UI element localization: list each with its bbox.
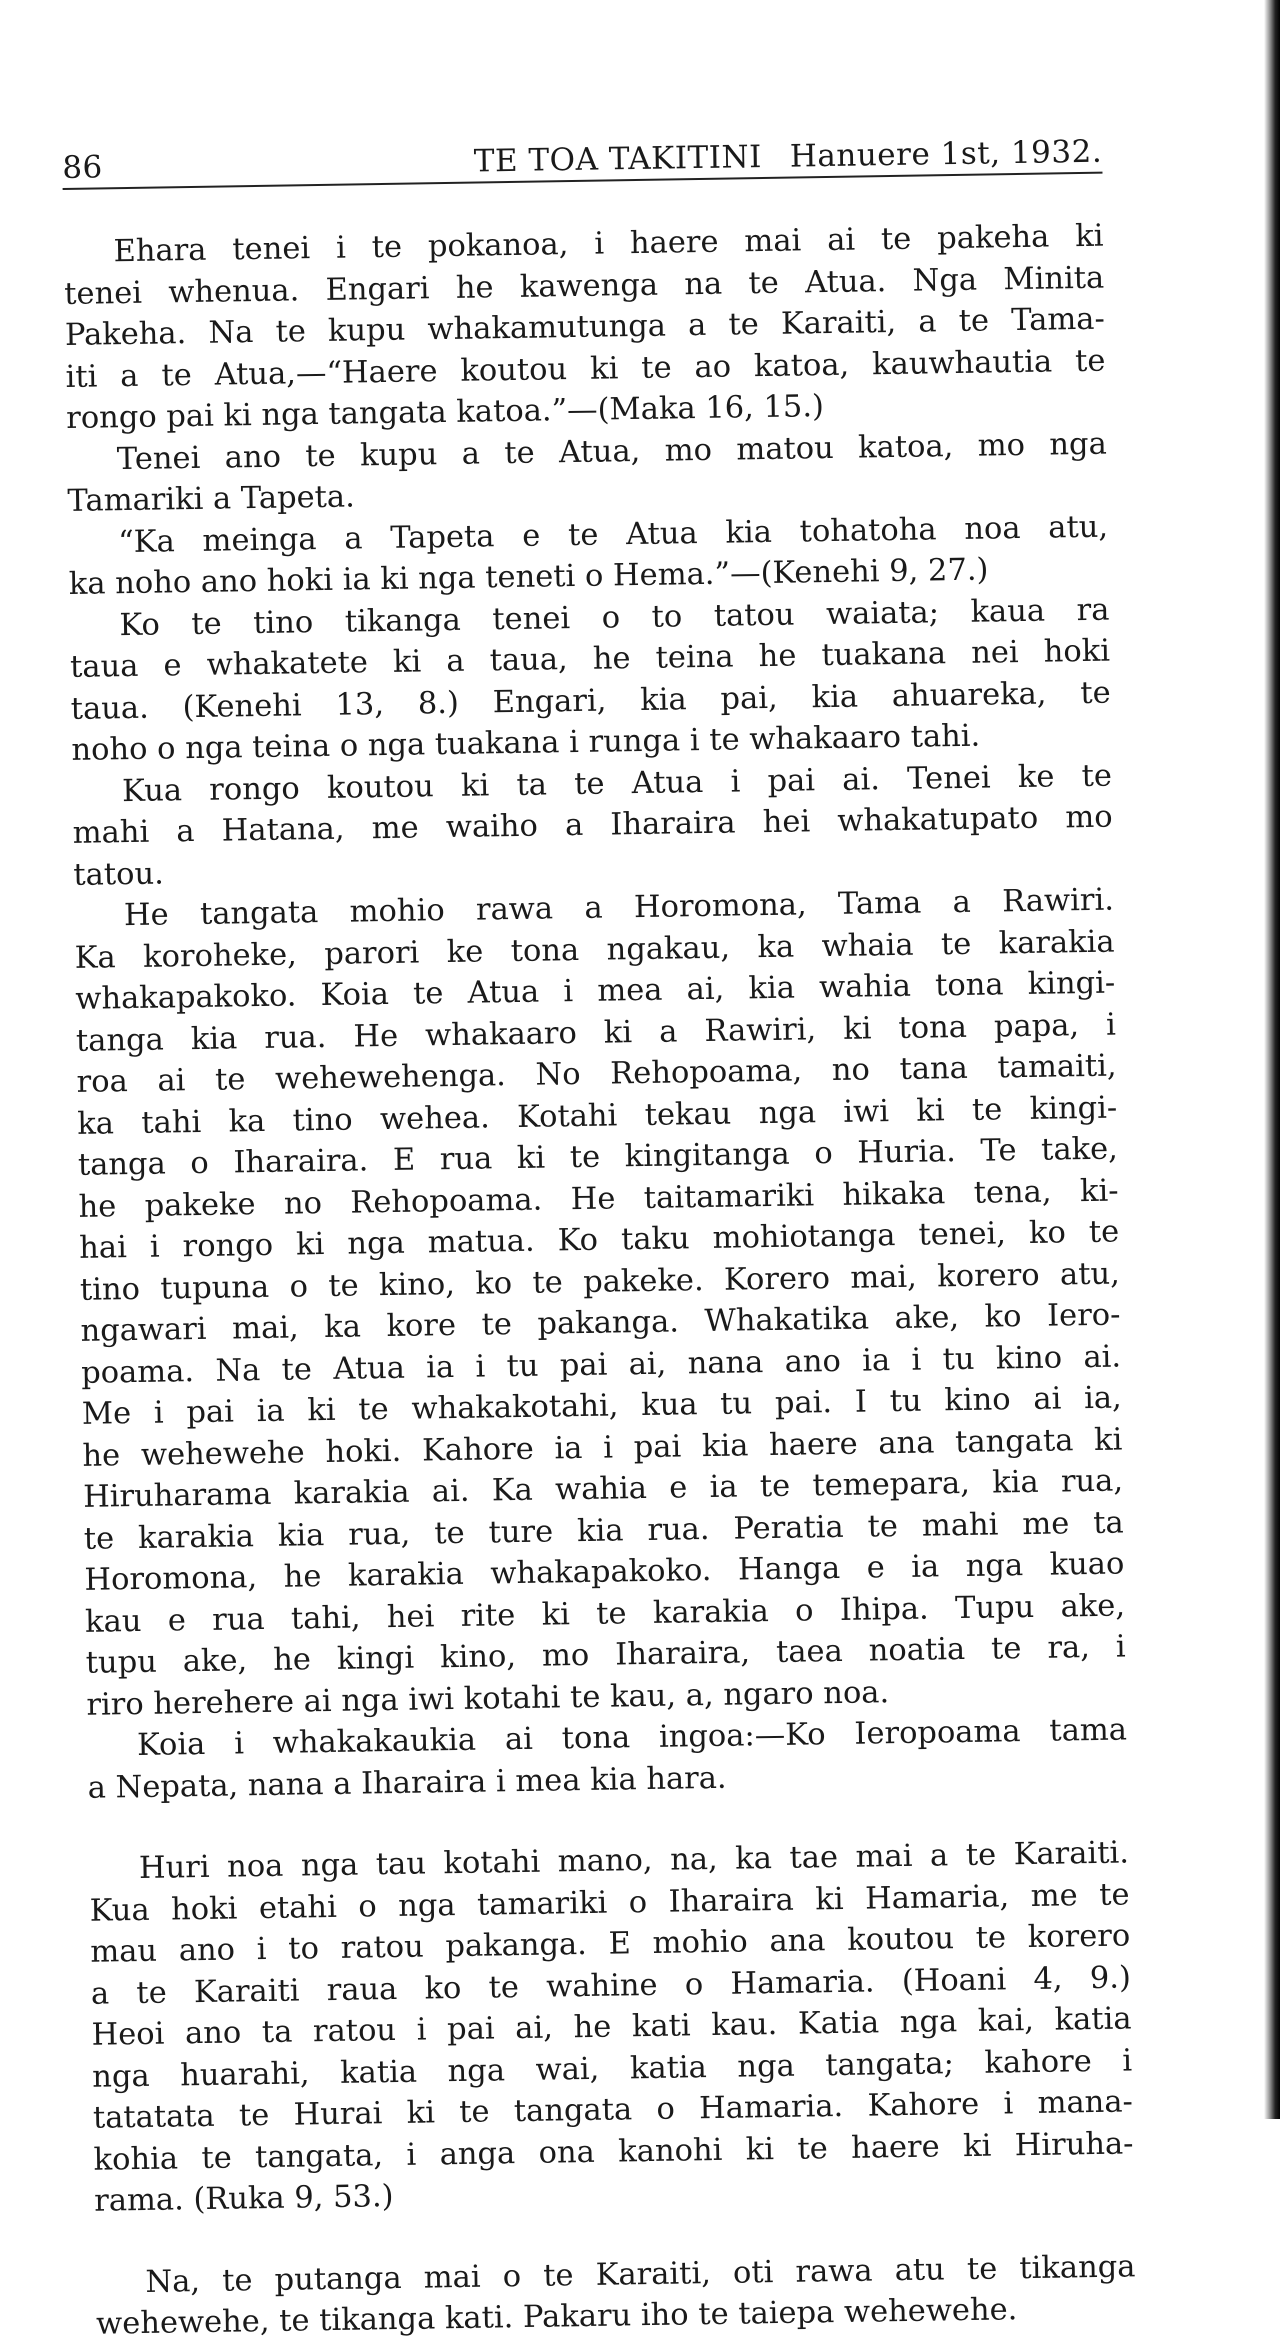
text-line: noho o nga teina o nga tuakana i runga i te whakaaro tahi. <box>71 718 981 768</box>
text-line: Koia i whakakaukia ai tona ingoa:—Ko Ieropoama tama <box>136 1712 1128 1764</box>
text-line: rama. (Ruka 9, 53.) <box>93 2179 394 2219</box>
text-line: mau ano i to ratou pakanga. E mohio ana koutou te korero <box>90 1918 1131 1970</box>
text-line: mahi a Hatana, me waiho a Iharaira hei whakatupato mo <box>72 799 1113 851</box>
scan-page-edge <box>1264 0 1280 2119</box>
text-line: a Nepata, nana a Iharaira i mea kia hara. <box>87 1760 727 1806</box>
text-line: Tamariki a Tapeta. <box>67 479 356 519</box>
paragraph <box>89 1832 1135 2222</box>
text-line: Ehara tenei i te pokanoa, i haere mai ai te pakeha ki <box>113 218 1104 270</box>
text-line: kohia te tangata, i anga ona kanohi ki te haere ki Hiruha- <box>93 2125 1134 2178</box>
text-line: hai i rongo ki nga matua. Ko taku mohiotanga tenei, ko te <box>78 1214 1120 1266</box>
paragraph <box>67 423 1108 522</box>
text-line: tatou. <box>73 855 165 893</box>
paragraph <box>69 589 1111 771</box>
text-line: iti a te Atua,—“Haere koutou ki te ao katoa, kauwhautia te <box>65 343 1106 395</box>
text-line: taua. (Kenehi 13, 8.) Engari, kia pai, kia ahuareka, te <box>70 675 1111 727</box>
text-line: He tangata mohio rawa a Horomona, Tama a Rawiri. <box>123 882 1115 934</box>
text-line: Kua hoki etahi o nga tamariki o Iharaira ki Hamaria, me te <box>89 1876 1130 1929</box>
paragraph <box>74 880 1127 1726</box>
text-line: Hiruharama karakia ai. Ka wahia e ia te temepara, kia rua, <box>82 1463 1124 1515</box>
text-line: Me i pai ia ki te whakakotahi, kua tu pai. I tu kino ai ia, <box>81 1380 1123 1432</box>
text-line: he wehewehe hoki. Kahore ia i pai kia haere ana tangata ki <box>82 1422 1123 1474</box>
text-line: ka tahi ka tino wehea. Kotahi tekau nga iwi ki te kingi- <box>77 1090 1118 1142</box>
text-line: kau e rua tahi, hei rite ki te karakia o Ihipa. Tupu ake, <box>84 1587 1126 1640</box>
paragraph <box>72 755 1114 896</box>
text-line: Ko te tino tikanga tenei o to tatou waiata; kaua ra <box>119 592 1110 643</box>
text-line: tanga o Iharaira. E rua ki te kingitanga o Huria. Te take, <box>77 1131 1119 1183</box>
text-line: roa ai te wehewehenga. No Rehopoama, no tana tamaiti, <box>76 1048 1117 1100</box>
paragraph <box>68 506 1109 605</box>
text-line: he pakeke no Rehopoama. He taitamariki hikaka tena, ki- <box>78 1173 1119 1225</box>
text-line: Heoi ano ta ratou i pai ai, he kati kau. Katia nga kai, katia <box>91 2001 1132 2053</box>
text-line: poama. Na te Atua ia i tu pai ai, nana ano ia i tu kino ai. <box>80 1339 1122 1391</box>
paragraph <box>87 1709 1128 1808</box>
publication-title: TE TOA TAKITINI <box>473 139 763 180</box>
text-line: a te Karaiti raua ko te wahine o Hamaria. (Hoani 4, 9.) <box>90 1959 1132 2012</box>
text-line: tino tupuna o te kino, ko te pakeke. Korero mai, korero atu, <box>79 1256 1121 1308</box>
text-line: tupu ake, he kingi kino, mo Iharaira, taea noatia te ra, i <box>85 1629 1126 1681</box>
body-text <box>63 216 1136 2345</box>
text-line: Pakeha. Na te kupu whakamutunga a te Karaiti, a te Tama- <box>64 301 1106 353</box>
text-line: Ka koroheke, parori ke tona ngakau, ka whaia te karakia <box>74 924 1115 976</box>
page-number: 86 <box>62 149 104 186</box>
text-line: whakapakoko. Koia te Atua i mea ai, kia wahia tona kingi- <box>75 965 1116 1017</box>
text-line: Horomona, he karakia whakapakoko. Hanga e ia nga kuao <box>84 1546 1125 1598</box>
text-line: Tenei ano te kupu a te Atua, mo matou katoa, mo nga <box>116 426 1108 477</box>
text-line: nga huarahi, katia nga wai, katia nga tangata; kahore i <box>91 2042 1133 2095</box>
text-line: Huri noa nga tau kotahi mano, na, ka tae mai a te Karaiti. <box>138 1835 1130 1887</box>
document-page <box>62 134 1136 2345</box>
text-line: ngawari mai, ka kore te pakanga. Whakatika ake, ko Iero- <box>80 1297 1121 1349</box>
text-line: taua e whakatete ki a taua, he teina he tuakana nei hoki <box>69 633 1111 685</box>
text-line: tatatata te Hurai ki te tangata o Hamaria. Kahore i mana- <box>92 2084 1134 2136</box>
text-line: “Ka meinga a Tapeta e te Atua kia tohatoha noa atu, <box>117 509 1109 560</box>
text-line: wehewehe, te tikanga kati. Pakaru iho te taiepa wehewehe. <box>95 2292 1018 2342</box>
paragraph <box>63 216 1106 440</box>
paragraph <box>95 2246 1136 2345</box>
issue-date: Hanuere 1st, 1932. <box>789 133 1103 175</box>
running-head <box>62 134 1103 190</box>
text-line: te karakia kia rua, te ture kia rua. Peratia te mahi me ta <box>83 1504 1124 1557</box>
text-line: tanga kia rua. He whakaaro ki a Rawiri, ki tona papa, i <box>75 1007 1117 1059</box>
text-line: Kua rongo koutou ki ta te Atua i pai ai. Tenei ke te <box>121 758 1113 809</box>
text-line: Na, te putanga mai o te Karaiti, oti rawa atu te tikanga <box>145 2248 1136 2300</box>
text-line: ka noho ano hoki ia ki nga teneti o Hema.”—(Kenehi 9, 27.) <box>68 552 989 602</box>
text-line: riro herehere ai nga iwi kotahi te kau, a, ngaro noa. <box>86 1674 890 1723</box>
text-line: rongo pai ki nga tangata katoa.”—(Maka 16, 15.) <box>65 389 825 436</box>
text-line: tenei whenua. Engari he kawenga na te Atua. Nga Minita <box>63 260 1105 312</box>
